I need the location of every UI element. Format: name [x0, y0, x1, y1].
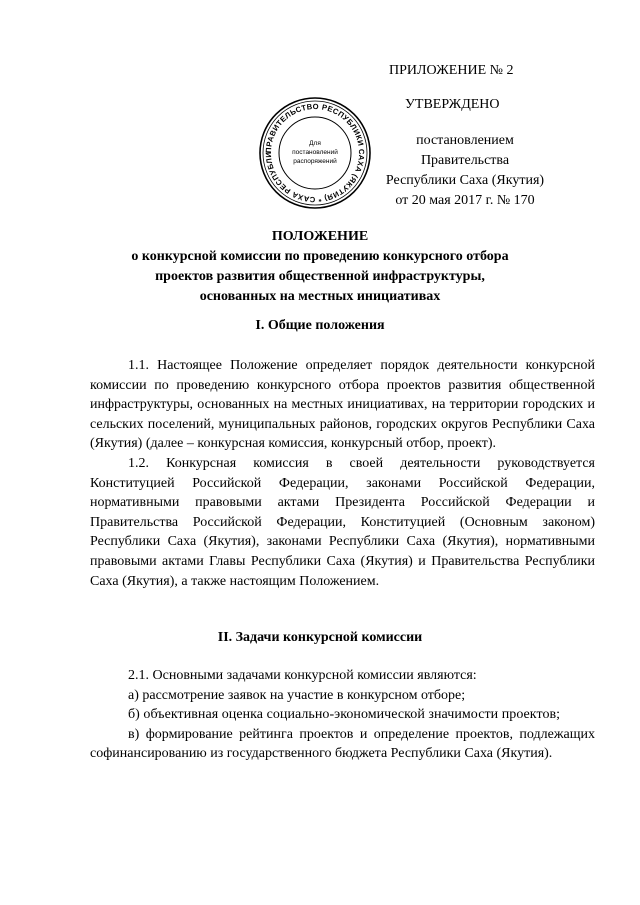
- appendix-label: ПРИЛОЖЕНИЕ № 2: [389, 63, 514, 78]
- approval-line: Республики Саха (Якутия): [385, 173, 545, 188]
- paragraph: 1.2. Конкурсная комиссия в своей деятельности руководствуется Конституцией Российской Федерации, законами Российской Федерации, нормативными правовыми актами Президента Российской Федерации и Правительства Российской Федерации, Конституцией (Основным законом) Республики Саха (Якутия), законами Республики Саха (Якутия), нормативными правовыми актами Главы Республики Саха (Якутия) и Правительства Республики Саха (Якутия), а также настоящим Положением.: [90, 455, 595, 589]
- approval-block: [372, 131, 558, 211]
- paragraph: 2.1. Основными задачами конкурсной комиссии являются:: [128, 668, 477, 683]
- seal-inner-text: Для: [309, 140, 321, 147]
- title-line: проектов развития общественной инфраструктуры,: [155, 269, 485, 284]
- official-seal: [258, 96, 372, 210]
- section-heading: I. Общие положения: [255, 318, 385, 333]
- seal-inner-text: распоряжений: [293, 158, 337, 165]
- approved-label: УТВЕРЖДЕНО: [405, 97, 500, 112]
- list-item: а) рассмотрение заявок на участие в конкурсном отборе;: [128, 687, 466, 703]
- approval-line: постановлением Правительства: [416, 133, 514, 168]
- seal-inner-text: постановлений: [292, 149, 338, 156]
- title-line: о конкурсной комиссии по проведению конкурсного отбора: [131, 249, 509, 264]
- list-item: в) формирование рейтинга проектов и определение проектов, подлежащих софинансированию из государственного бюджета Республики Саха (Якутия).: [90, 726, 595, 762]
- approval-line: от 20 мая 2017 г. № 170: [395, 193, 535, 208]
- section-body: [90, 666, 595, 764]
- document-title: [100, 227, 540, 307]
- section-heading: II. Задачи конкурсной комиссии: [217, 630, 423, 645]
- title-line: основанных на местных инициативах: [199, 289, 441, 304]
- list-item: б) объективная оценка социально-экономической значимости проектов;: [128, 707, 561, 723]
- title-heading: ПОЛОЖЕНИЕ: [271, 229, 369, 244]
- section-body: [90, 356, 595, 591]
- seal-ring-text: ПРАВИТЕЛЬСТВО РЕСПУБЛИКИ САХА (ЯКУТИЯ) * САХА РЕСПУБЛИ: [263, 101, 367, 205]
- paragraph: 1.1. Настоящее Положение определяет порядок деятельности конкурсной комиссии по проведению конкурсного отбора проектов развития общественной инфраструктуры, основанных на местных инициативах, на территории городских и сельских поселений, муниципальных районов, городских округов Республики Саха (Якутия) (далее – конкурсная комиссия, конкурсный отбор, проект).: [90, 358, 595, 452]
